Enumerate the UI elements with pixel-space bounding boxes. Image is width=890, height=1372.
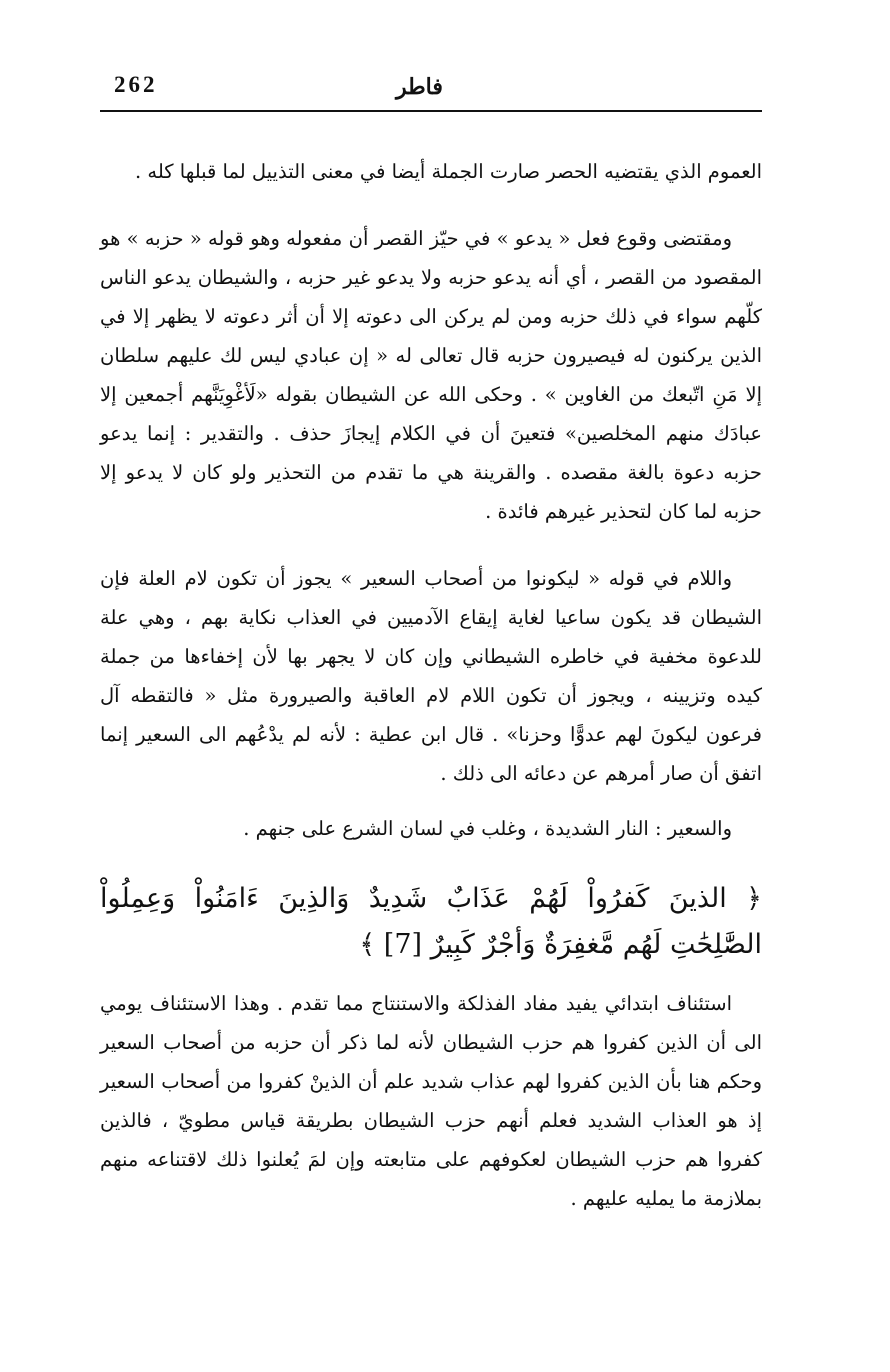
quran-verse: ﴿ الذينَ كَفرُواْ لَهُمْ عَذَابٌ شَدِيدٌ وَالذِينَ ءَامَنُواْ وَعِمِلُواْ الصَّٰلِحَٰتِ لَهُم مَّغفِرَةٌ وَأجْرٌ كَبِيرٌ [7] ﴾ [100, 883, 762, 960]
running-title: فاطر [396, 74, 443, 100]
paragraph-1: العموم الذي يقتضيه الحصر صارت الجملة أيضا في معنى التذييل لما قبلها كله . [134, 160, 762, 183]
paragraph-5: استئناف ابتدائي يفيد مفاد الفذلكة والاستنتاج مما تقدم . وهذا الاستئناف يومي الى أن الذين كفروا هم حزب الشيطان لأنه لما ذكر أن حزبه من أصحاب السعير وحكم هنا بأن الذين كفروا لهم عذاب شديد علم أن الذينْ كفروا من أصحاب السعير إذ هو العذاب الشديد فعلم أنهم حزب الشيطان بطريقة قياس مطويّ ، فالذين كفروا هم حزب الشيطان لعكوفهم على متابعته وإن لمَ يُعلنوا ذلك لاقتناعه منهم بملازمة ما يمليه عليهم . [100, 992, 762, 1210]
paragraph-3: واللام في قوله « ليكونوا من أصحاب السعير » يجوز أن تكون لام العلة فإن الشيطان قد يكون ساعيا لغاية إيقاع الآدميين في العذاب نكاية بهم ، وهي علة للدعوة مخفية في خاطره الشيطاني وإن كان لا يجهر بها لأن إخفاءها من جملة كيده وتزيينه ، ويجوز أن تكون اللام لام العاقبة والصيرورة مثل « فالتقطه آل فرعون ليكونَ لهم عدوًّا وحزنا» . قال ابن عطية : لأنه لم يدْعُهم الى السعير إنما اتفق أن صار أمرهم عن دعائه الى ذلك . [100, 567, 762, 785]
paragraph-4: والسعير : النار الشديدة ، وغلب في لسان الشرع على جنهم . [243, 817, 732, 840]
page-number: 262 [114, 72, 158, 97]
paragraph-2: ومقتضى وقوع فعل « يدعو » في حيّز القصر أن مفعوله وهو قوله « حزبه » هو المقصود من القصر ، أي أنه يدعو حزبه ولا يدعو غير حزبه ، والشيطان يدعو الناس كلّهم سواء في ذلك حزبه ومن لم يركن الى دعوته إلا أن أثر دعوته لا يظهر إلا في الذين يركنون له فيصيرون حزبه قال تعالى له « إن عبادي ليس لك عليهم سلطان إلا مَنِ اتّبعك من الغاوين » . وحكى الله عن الشيطان بقوله «لَأغْوِيَنَّهم أجمعين إلا عبادَك منهم المخلصين» فتعينَ أن في الكلام إيجازَ حذف . والتقدير : إنما يدعو حزبه دعوة بالغة مقصده . والقرينة هي ما تقدم من التحذير ولو كان لا يدعو إلا حزبه لما كان لتحذير غيرهم فائدة . [100, 227, 762, 523]
page-body [100, 152, 762, 1218]
page-header [100, 70, 762, 112]
